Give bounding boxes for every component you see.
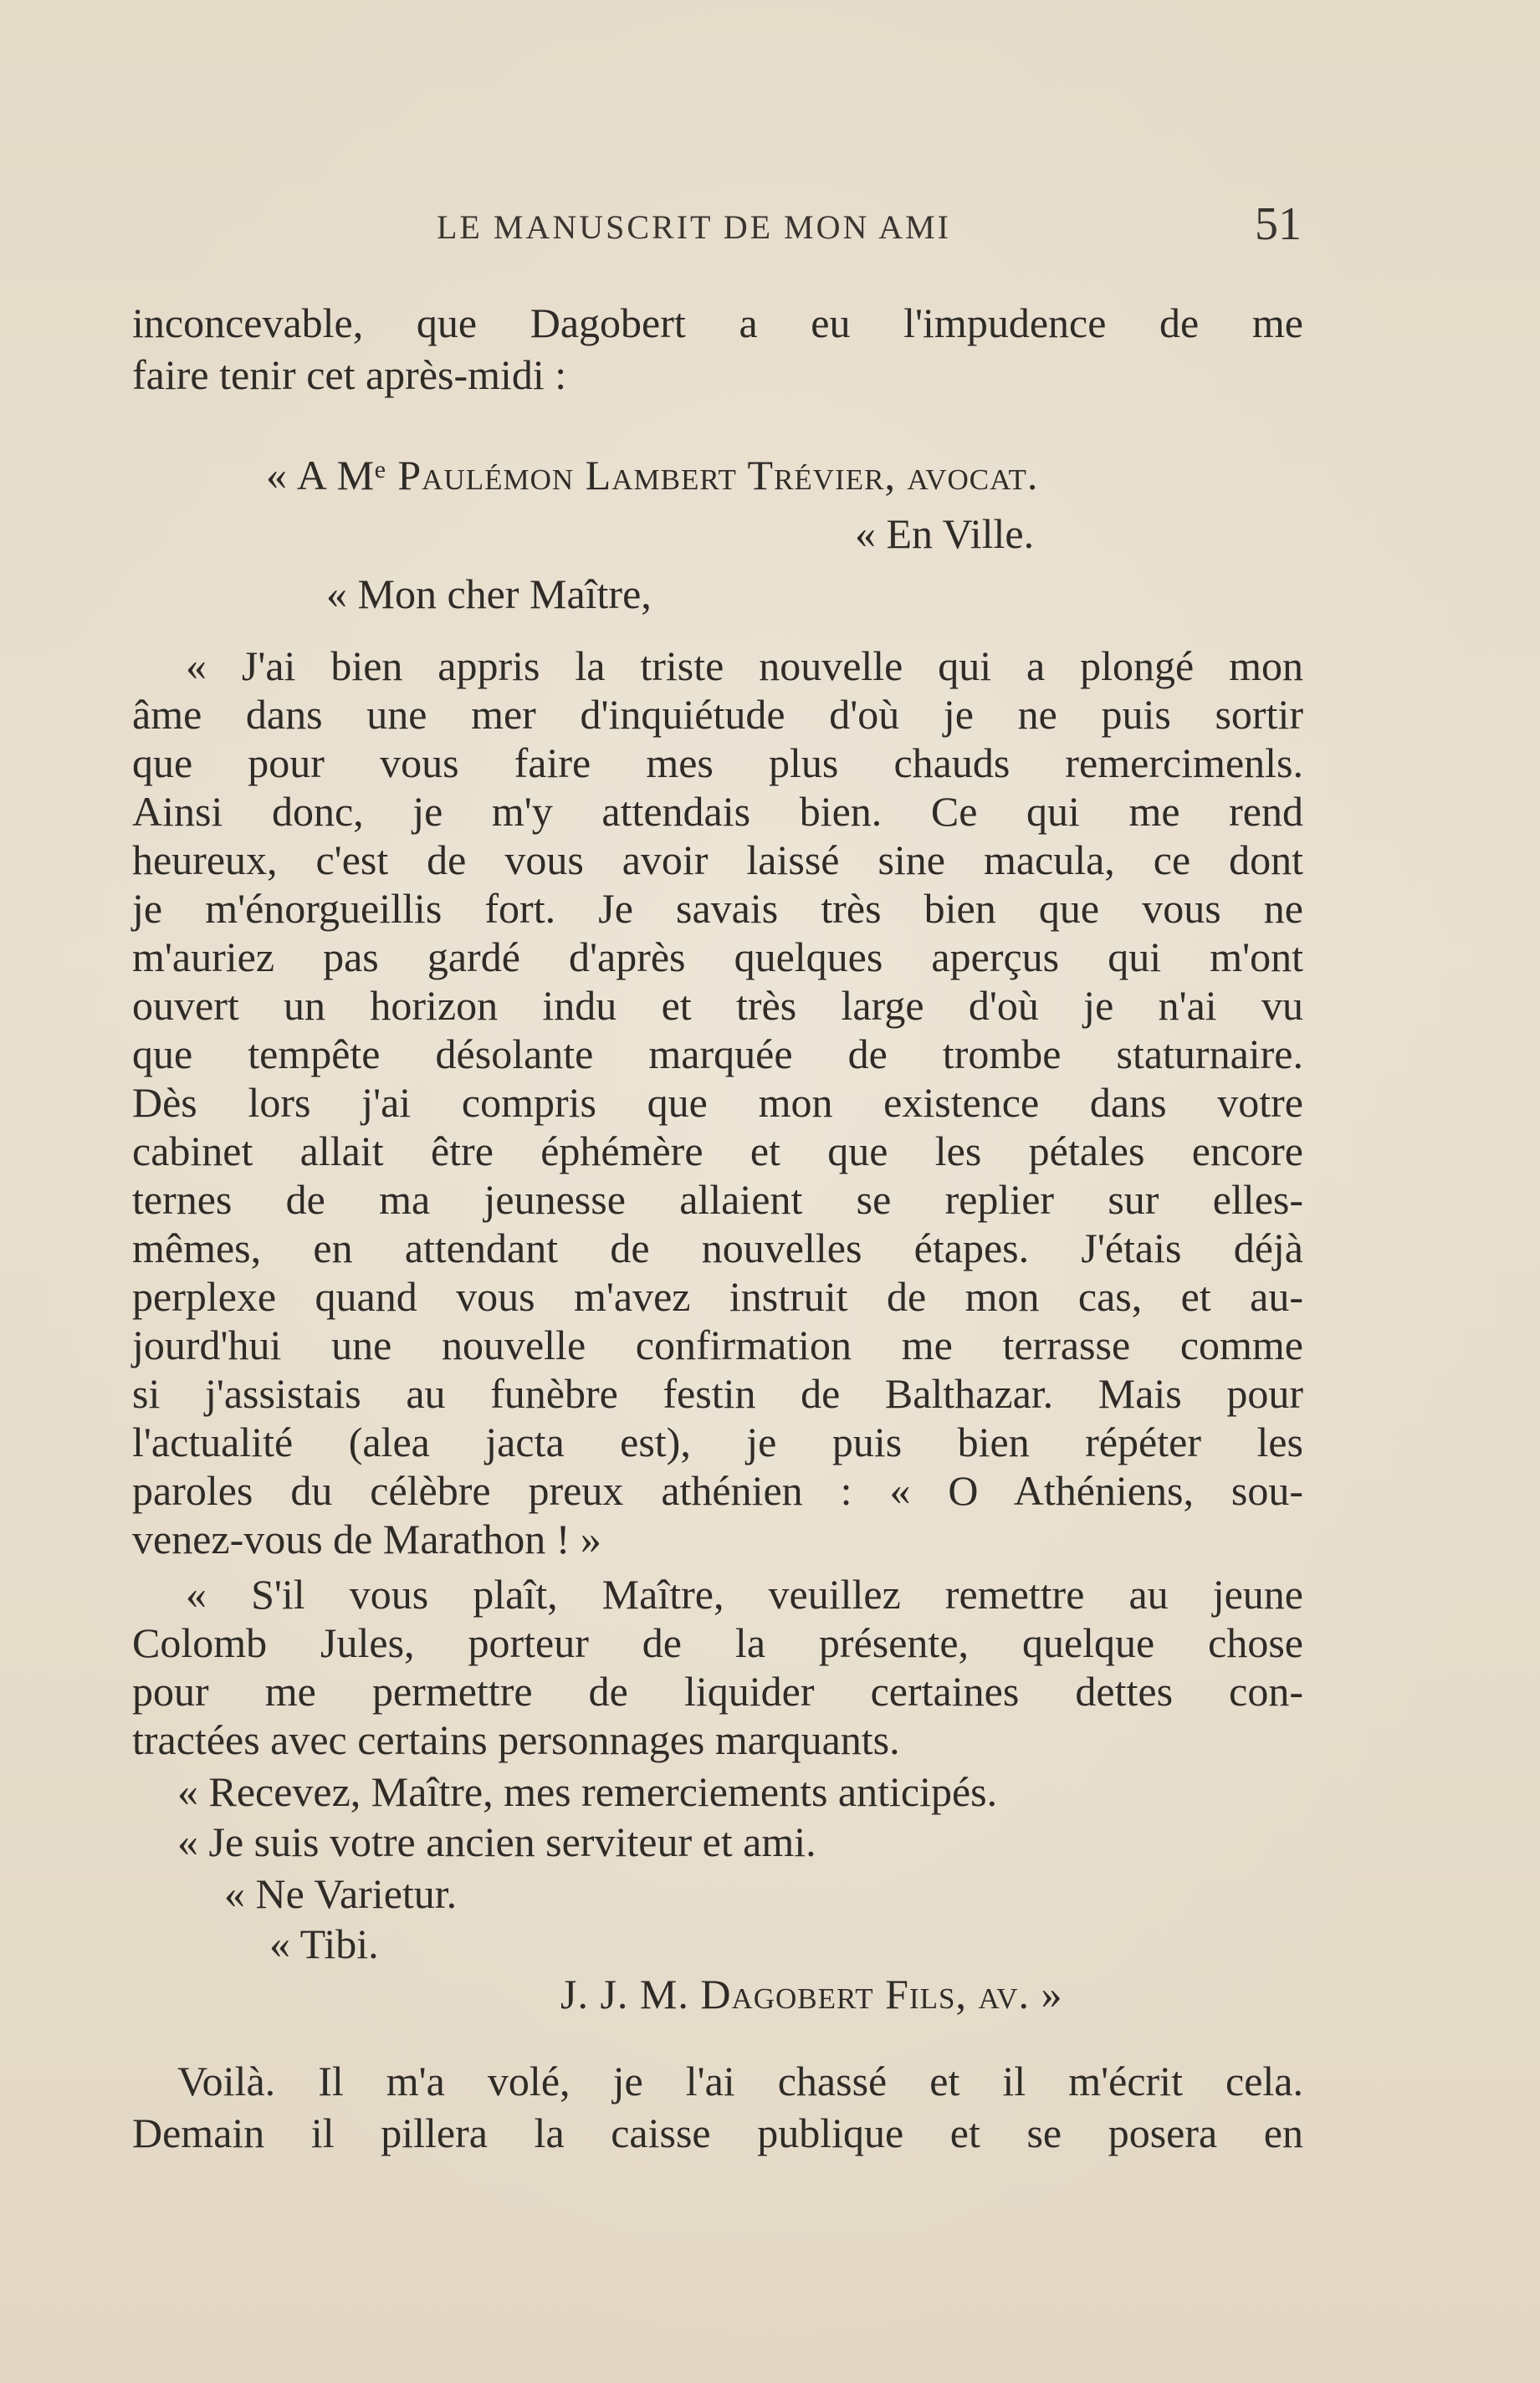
- text-line: Dès lors j'ai compris que mon existence dans votre: [132, 1079, 1303, 1126]
- text-line: l'actualité (alea jacta est), je puis bien répéter les: [132, 1419, 1303, 1465]
- text-line: paroles du célèbre preux athénien : « O Athéniens, sou-: [132, 1467, 1303, 1514]
- text-line: venez-vous de Marathon ! »: [132, 1516, 601, 1562]
- text-line: jourd'hui une nouvelle confirmation me terrasse comme: [132, 1322, 1303, 1368]
- text-line: inconcevable, que Dagobert a eu l'impudence de me: [132, 299, 1303, 346]
- letter-salutation: « Mon cher Maître,: [326, 570, 652, 617]
- text-line: pour me permettre de liquider certaines dettes con-: [132, 1668, 1303, 1715]
- text-line: « Je suis votre ancien serviteur et ami.: [177, 1818, 816, 1865]
- running-title: LE MANUSCRIT DE MON AMI: [437, 208, 951, 246]
- text-line: Voilà. Il m'a volé, je l'ai chassé et il m'écrit cela.: [177, 2058, 1303, 2104]
- text-line: perplexe quand vous m'avez instruit de mon cas, et au-: [132, 1273, 1303, 1320]
- text-line: faire tenir cet après-midi :: [132, 351, 567, 398]
- text-line: « J'ai bien appris la triste nouvelle qui a plongé mon: [186, 642, 1303, 689]
- text-line: mêmes, en attendant de nouvelles étapes. J'étais déjà: [132, 1225, 1303, 1271]
- text-line: âme dans une mer d'inquiétude d'où je ne puis sortir: [132, 691, 1303, 738]
- text-line: Demain il pillera la caisse publique et se posera en: [132, 2109, 1303, 2156]
- text-line: si j'assistais au funèbre festin de Balthazar. Mais pour: [132, 1370, 1303, 1417]
- text-line: Colomb Jules, porteur de la présente, quelque chose: [132, 1619, 1303, 1666]
- text-line: « Ne Varietur.: [224, 1870, 458, 1917]
- text-line: « Recevez, Maître, mes remerciements anticipés.: [177, 1768, 998, 1815]
- text-line: que tempête désolante marquée de trombe staturnaire.: [132, 1030, 1303, 1077]
- letter-address-city: « En Ville.: [855, 510, 1035, 557]
- text-line: cabinet allait être éphémère et que les pétales encore: [132, 1128, 1303, 1174]
- text-line: Ainsi donc, je m'y attendais bien. Ce qui me rend: [132, 788, 1303, 835]
- text-line: je m'énorgueillis fort. Je savais très bien que vous ne: [132, 885, 1303, 932]
- letter-signature: J. J. M. Dagobert Fils, av. »: [560, 1971, 1063, 2017]
- text-line: ternes de ma jeunesse allaient se replier sur elles-: [132, 1176, 1303, 1223]
- text-line: heureux, c'est de vous avoir laissé sine macula, ce dont: [132, 836, 1303, 883]
- text-line: « S'il vous plaît, Maître, veuillez remettre au jeune: [186, 1571, 1303, 1618]
- page-number: 51: [1255, 198, 1302, 250]
- text-line: m'auriez pas gardé d'après quelques aperçus qui m'ont: [132, 933, 1303, 980]
- text-line: ouvert un horizon indu et très large d'où je n'ai vu: [132, 982, 1303, 1029]
- text-line: que pour vous faire mes plus chauds remercimenls.: [132, 739, 1303, 786]
- text-line: tractées avec certains personnages marquants.: [132, 1716, 900, 1763]
- letter-address: « A Mᵉ Paulémon Lambert Trévier, avocat.: [266, 452, 1039, 499]
- text-line: « Tibi.: [269, 1920, 379, 1967]
